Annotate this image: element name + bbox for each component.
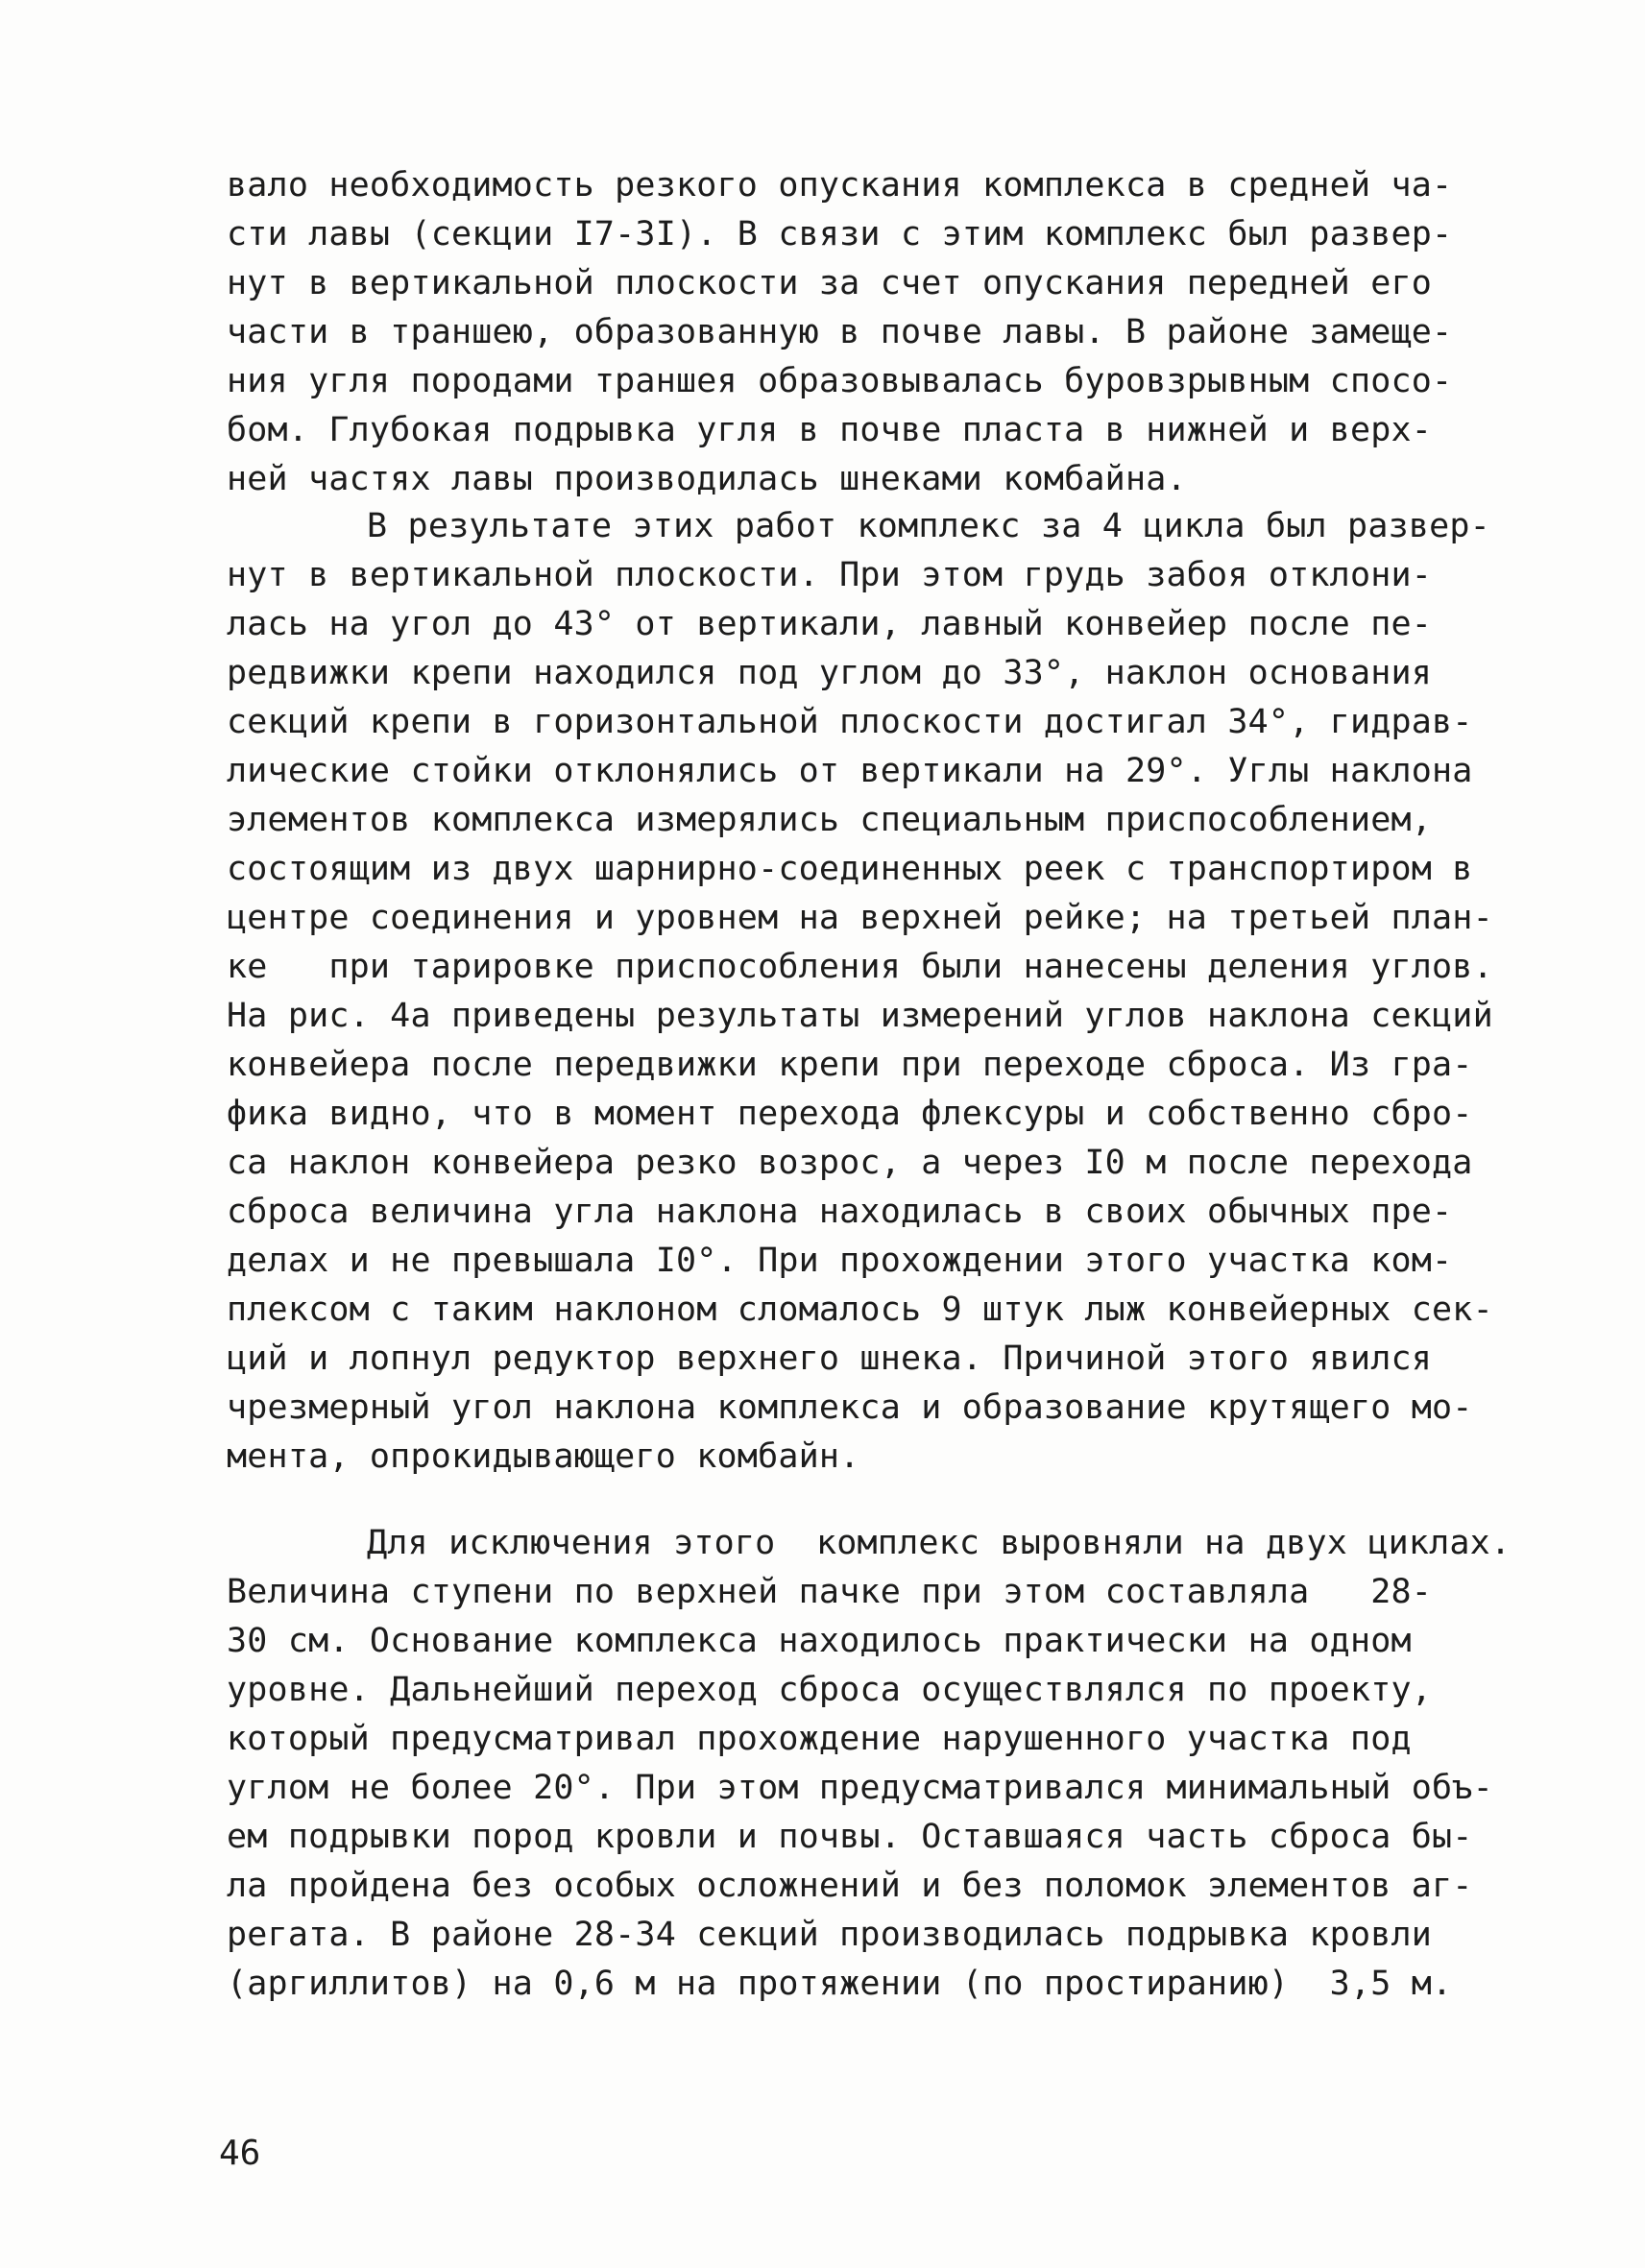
text-line: ке при тарировке приспособления были нанесены деления углов. xyxy=(227,948,1493,986)
text-line: части в траншею, образованную в почве лавы. В районе замеще- xyxy=(227,313,1453,351)
text-line: вало необходимость резкого опускания комплекса в средней ча- xyxy=(227,166,1453,205)
text-line: который предусматривал прохождение нарушенного участка под xyxy=(227,1720,1412,1758)
text-line: са наклон конвейера резко возрос, а через I0 м после перехода xyxy=(227,1144,1473,1182)
text-line: секций крепи в горизонтальной плоскости достигал 34°, гидрав- xyxy=(227,703,1473,741)
text-line: центре соединения и уровнем на верхней рейке; на третьей план- xyxy=(227,899,1493,937)
text-line: делах и не превышала I0°. При прохождении этого участка ком- xyxy=(227,1242,1453,1280)
text-line: элементов комплекса измерялись специальным приспособлением, xyxy=(227,801,1433,839)
text-line: мента, опрокидывающего комбайн. xyxy=(227,1437,860,1476)
text-line: Величина ступени по верхней пачке при этом составляла 28- xyxy=(227,1573,1433,1611)
page-number: 46 xyxy=(219,2134,261,2173)
text-line: углом не более 20°. При этом предусматривался минимальный объ- xyxy=(227,1769,1493,1807)
text-line: (аргиллитов) на 0,6 м на протяжении (по простиранию) 3,5 м. xyxy=(227,1965,1453,2003)
text-line: нут в вертикальной плоскости за счет опускания передней его xyxy=(227,264,1433,302)
text-line: ней частях лавы производилась шнеками комбайна. xyxy=(227,460,1187,498)
text-line: Для исключения этого комплекс выровняли на двух циклах. xyxy=(367,1524,1512,1562)
text-line: В результате этих работ комплекс за 4 цикла был развер- xyxy=(367,507,1490,545)
text-line: бом. Глубокая подрывка угля в почве пласта в нижней и верх- xyxy=(227,411,1433,449)
text-line: конвейера после передвижки крепи при переходе сброса. Из гра- xyxy=(227,1046,1473,1084)
paragraph-2 xyxy=(227,502,1493,1482)
text-line: лась на угол до 43° от вертикали, лавный конвейер после пе- xyxy=(227,605,1433,643)
text-line: уровне. Дальнейший переход сброса осуществлялся по проекту, xyxy=(227,1671,1433,1709)
text-line: ем подрывки пород кровли и почвы. Оставшаяся часть сброса бы- xyxy=(227,1818,1473,1856)
text-line: сти лавы (секции I7-3I). В связи с этим комплекс был развер- xyxy=(227,215,1453,253)
text-line: чрезмерный угол наклона комплекса и образование крутящего мо- xyxy=(227,1388,1473,1427)
text-line: сброса величина угла наклона находилась в своих обычных пре- xyxy=(227,1193,1453,1231)
paragraph-3 xyxy=(227,1519,1512,2009)
text-line: состоящим из двух шарнирно-соединенных реек с транспортиром в xyxy=(227,850,1473,888)
text-line: регата. В районе 28-34 секций производилась подрывка кровли xyxy=(227,1916,1433,1954)
text-line: ния угля породами траншея образовывалась буровзрывным спосо- xyxy=(227,362,1453,400)
text-line: редвижки крепи находился под углом до 33°, наклон основания xyxy=(227,654,1433,692)
text-line: плексом с таким наклоном сломалось 9 штук лыж конвейерных сек- xyxy=(227,1291,1493,1329)
text-line: ла пройдена без особых осложнений и без поломок элементов аг- xyxy=(227,1867,1473,1905)
text-line: лические стойки отклонялись от вертикали на 29°. Углы наклона xyxy=(227,752,1473,790)
text-line: ций и лопнул редуктор верхнего шнека. Причиной этого явился xyxy=(227,1339,1433,1378)
text-line: На рис. 4а приведены результаты измерений углов наклона секций xyxy=(227,997,1493,1035)
paragraph-1 xyxy=(227,161,1465,504)
text-line: нут в вертикальной плоскости. При этом грудь забоя отклони- xyxy=(227,556,1433,594)
text-line: 30 см. Основание комплекса находилось практически на одном xyxy=(227,1622,1412,1660)
text-line: фика видно, что в момент перехода флексуры и собственно сбро- xyxy=(227,1095,1473,1133)
